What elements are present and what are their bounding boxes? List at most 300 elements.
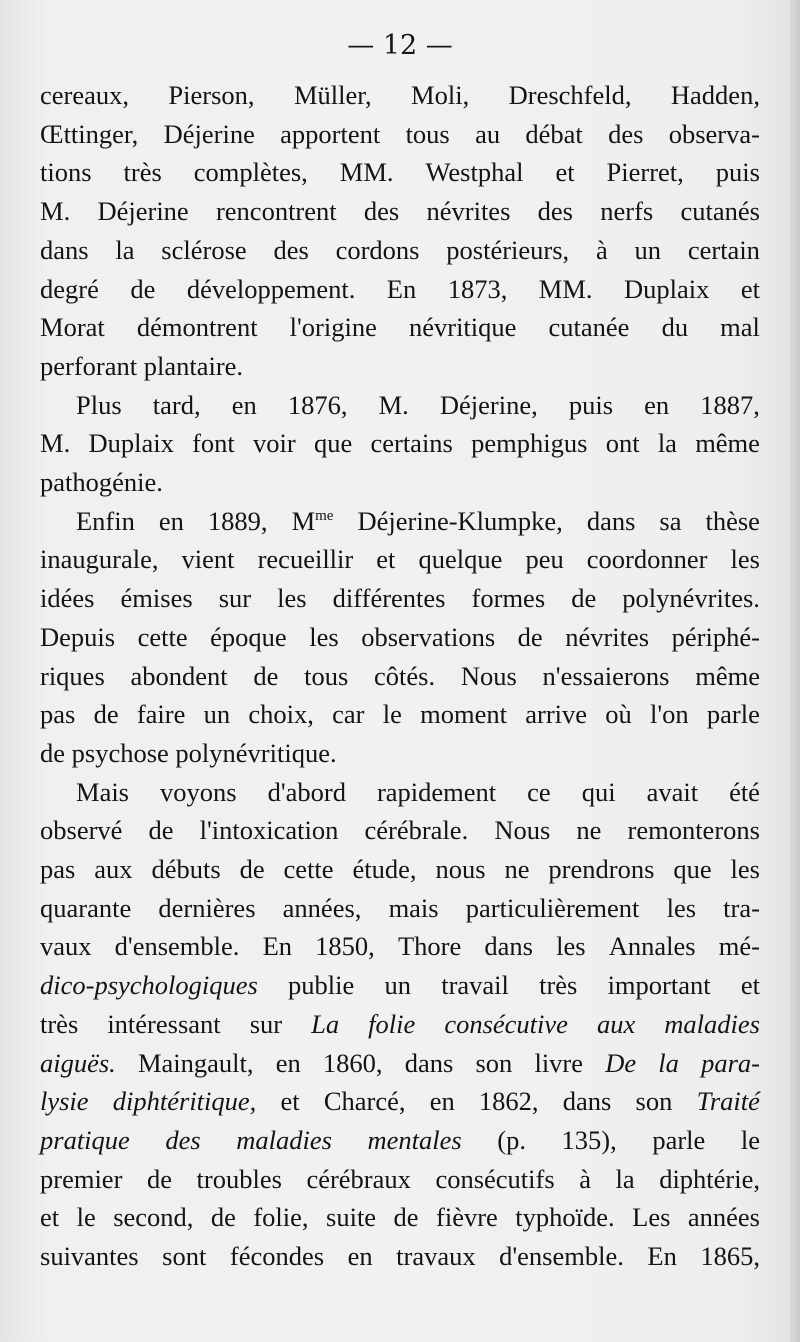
word-part: de	[393, 1202, 419, 1233]
word-part: différentes	[332, 583, 446, 614]
word	[340, 153, 394, 192]
word-part: sclérose	[161, 234, 247, 265]
word-part: En	[386, 273, 417, 304]
word-part: de	[148, 815, 174, 846]
word	[168, 76, 254, 115]
word	[681, 192, 760, 231]
word	[385, 966, 412, 1005]
word	[263, 927, 292, 966]
text-line	[40, 308, 760, 347]
superscript: me	[315, 507, 334, 524]
word	[672, 618, 760, 657]
word	[387, 270, 416, 309]
word	[76, 386, 122, 425]
word	[741, 270, 760, 309]
word-part: névritique	[408, 312, 517, 343]
word	[294, 76, 372, 115]
word-part: l'origine	[289, 312, 377, 343]
word	[364, 192, 399, 231]
word	[204, 695, 231, 734]
text-run: perforant plantaire.	[40, 350, 244, 381]
word	[353, 850, 417, 889]
word-part: Moli,	[411, 80, 470, 110]
word-part: vaux	[40, 931, 92, 962]
word	[324, 1082, 406, 1121]
word	[418, 540, 502, 579]
word-part: M.	[40, 428, 71, 459]
word	[587, 540, 708, 579]
word-part: été	[729, 776, 760, 807]
word	[137, 695, 186, 734]
word-part: et	[740, 273, 760, 304]
word-part: en	[429, 1086, 455, 1117]
word	[40, 1237, 139, 1276]
word-part: peu	[525, 544, 564, 575]
word-part: névrites	[565, 621, 650, 652]
word	[688, 1198, 760, 1237]
word	[731, 850, 760, 889]
word-part: de	[210, 1202, 236, 1233]
word-part: parle	[706, 699, 760, 730]
word	[647, 773, 699, 812]
word-part: folie	[368, 1008, 416, 1039]
word	[539, 270, 593, 309]
word-part: La	[311, 1008, 340, 1039]
word-part: certains	[370, 428, 453, 459]
word-part: car	[332, 699, 365, 730]
word	[435, 850, 485, 889]
word-part: Morat	[40, 312, 105, 343]
word	[194, 153, 308, 192]
word	[40, 231, 89, 270]
word	[605, 695, 632, 734]
word-part: Déjerine	[97, 196, 189, 227]
word-part: Nous	[494, 815, 551, 846]
word	[77, 1198, 96, 1237]
word-part: prendrons	[548, 854, 655, 884]
word	[695, 657, 760, 696]
text-line	[40, 1198, 760, 1237]
word	[569, 386, 613, 425]
word	[576, 811, 601, 850]
word-part: de	[93, 699, 119, 730]
word-part: la	[658, 1047, 679, 1078]
word	[436, 1198, 498, 1237]
word-part: folie,	[253, 1202, 309, 1233]
text-line	[40, 850, 760, 889]
word-part: Les	[632, 1202, 671, 1233]
word-part: dans	[40, 234, 89, 265]
word	[306, 1160, 410, 1199]
word-part: important	[607, 970, 711, 1001]
word	[706, 502, 760, 541]
word	[236, 1121, 332, 1160]
word-part: vient	[181, 544, 235, 575]
word-part: 1865,	[700, 1241, 760, 1271]
word-part: étude,	[352, 854, 417, 884]
word	[76, 773, 129, 812]
word	[248, 695, 314, 734]
text-line	[40, 347, 243, 386]
word	[273, 231, 308, 270]
word-part: les	[277, 583, 307, 614]
word-part: coordonner	[586, 544, 708, 575]
word	[187, 270, 356, 309]
word	[466, 889, 640, 928]
word-part: En	[262, 931, 292, 962]
word	[40, 1005, 78, 1044]
word-part: travaux	[396, 1241, 476, 1271]
word-part: Enfin	[76, 505, 135, 536]
word-part: sa	[659, 505, 682, 536]
word	[379, 386, 409, 425]
word	[361, 618, 495, 657]
word-part: formes	[471, 583, 546, 614]
word	[219, 579, 251, 618]
word-part: époque	[210, 621, 287, 652]
word	[499, 1237, 624, 1276]
word	[441, 966, 509, 1005]
word-part: aiguës.	[40, 1047, 116, 1078]
text-line	[40, 657, 760, 696]
word-part: périphé-	[671, 621, 760, 652]
word-part: des	[363, 196, 400, 227]
word	[562, 1121, 617, 1160]
word	[76, 502, 135, 541]
word-part: des	[165, 1124, 201, 1155]
word	[608, 115, 643, 154]
word	[596, 231, 608, 270]
word	[240, 850, 265, 889]
word-part: 1889,	[207, 505, 268, 536]
word	[121, 579, 193, 618]
word-part: recueillir	[257, 544, 354, 575]
word	[525, 540, 563, 579]
word-part: cette	[283, 854, 334, 884]
word-part: font	[192, 428, 235, 459]
word	[253, 424, 296, 463]
word	[472, 579, 546, 618]
text-run: de psychose polynévritique.	[40, 737, 337, 768]
word-part: observé	[40, 815, 123, 846]
word-part: que	[673, 854, 712, 884]
word-part: 1850,	[315, 931, 375, 962]
word-part: cutanée	[548, 312, 630, 343]
word	[40, 695, 75, 734]
word-part: émises	[120, 583, 193, 614]
word-part: complètes,	[193, 157, 308, 188]
word-part: cutanés	[680, 196, 760, 227]
word-part: pratique	[40, 1124, 130, 1155]
word	[113, 1198, 193, 1237]
word	[405, 1044, 454, 1083]
word	[323, 1044, 383, 1083]
word	[107, 1005, 220, 1044]
word	[628, 811, 760, 850]
word	[40, 618, 115, 657]
word	[632, 1198, 670, 1237]
word-part: remonterons	[627, 815, 760, 846]
text-line	[40, 76, 760, 115]
word-part: Duplaix	[88, 428, 174, 459]
word	[40, 811, 122, 850]
word-part: Dreschfeld,	[508, 80, 632, 110]
text-line	[40, 153, 760, 192]
word	[377, 773, 496, 812]
word-part: très	[40, 1008, 79, 1039]
word-part: le	[740, 1124, 760, 1155]
word-part: nerfs	[600, 196, 654, 227]
word	[695, 424, 760, 463]
word-part: dans	[404, 1047, 454, 1078]
word-part: quarante	[40, 892, 132, 923]
word-part: un	[384, 970, 411, 1001]
word	[430, 1082, 455, 1121]
word-part: sont	[162, 1241, 207, 1271]
word-part: à	[595, 234, 608, 265]
word	[389, 889, 439, 928]
word-part: Charcé,	[323, 1086, 406, 1117]
word-part: le	[76, 1202, 96, 1233]
word	[444, 1005, 568, 1044]
word-part: qui	[581, 776, 616, 807]
word	[426, 153, 524, 192]
word	[616, 1160, 635, 1199]
word	[277, 579, 306, 618]
word-part: même	[695, 428, 760, 459]
word	[288, 386, 348, 425]
word-part: cérébraux	[306, 1163, 411, 1194]
word	[40, 889, 131, 928]
word-part: mais	[388, 892, 439, 923]
word-part: 1860,	[322, 1047, 383, 1078]
word	[138, 1044, 254, 1083]
text-line	[76, 773, 760, 812]
word-part: publie	[288, 970, 355, 1001]
word	[138, 618, 188, 657]
word	[664, 1005, 760, 1044]
word	[211, 1198, 236, 1237]
word	[292, 502, 334, 541]
word	[40, 1160, 122, 1199]
word	[216, 192, 337, 231]
word	[97, 192, 188, 231]
word-part: du	[661, 312, 689, 343]
word	[276, 1044, 301, 1083]
word-part: Mais	[76, 776, 129, 807]
word-part: années	[687, 1202, 760, 1233]
word-part: Westphal	[425, 157, 524, 188]
word	[538, 192, 573, 231]
word	[723, 889, 760, 928]
page-number: — 12 —	[347, 30, 453, 61]
word	[40, 270, 99, 309]
word-part: des	[537, 196, 573, 227]
word	[582, 773, 616, 812]
word	[162, 1237, 206, 1276]
word-part: développement.	[186, 273, 356, 304]
word-part: côtés.	[374, 660, 436, 691]
word	[326, 1198, 376, 1237]
word-part: arrive	[525, 699, 588, 730]
word-part: De	[605, 1047, 637, 1078]
word-part: ont	[605, 428, 640, 459]
word-part: de	[253, 660, 279, 691]
word	[160, 773, 237, 812]
word-part: sur	[249, 1008, 283, 1039]
word	[719, 927, 760, 966]
word	[258, 540, 354, 579]
word	[40, 115, 138, 154]
word	[40, 1082, 89, 1121]
word-part: voyons	[160, 776, 237, 807]
word	[509, 76, 632, 115]
text-line	[40, 424, 760, 463]
word-part: maladies	[236, 1124, 332, 1155]
word-part: de	[146, 1163, 172, 1194]
word-part: observations	[361, 621, 496, 652]
text-line	[40, 966, 760, 1005]
word-part: Maingault,	[137, 1047, 254, 1078]
word-part: sur	[218, 583, 252, 614]
word-part: pas	[40, 854, 76, 884]
word-part: mentales	[367, 1124, 462, 1155]
word	[253, 657, 278, 696]
word	[40, 657, 105, 696]
word	[113, 1082, 257, 1121]
word-part: Duplaix	[624, 273, 710, 304]
word	[153, 386, 201, 425]
word-part: tard,	[152, 389, 201, 420]
word	[396, 1237, 475, 1276]
word	[644, 386, 669, 425]
word-part: suivantes	[40, 1241, 139, 1271]
word-part: Pierson,	[168, 80, 255, 110]
word	[461, 657, 517, 696]
word	[571, 579, 596, 618]
word-part: rencontrent	[215, 196, 337, 227]
word-part: les	[730, 544, 760, 575]
word	[368, 1005, 415, 1044]
word	[504, 850, 529, 889]
word	[208, 502, 268, 541]
word-part: Nous	[460, 660, 517, 691]
word	[435, 1160, 554, 1199]
word-part: tions	[40, 157, 92, 188]
word-part: dico-psychologiques	[40, 970, 258, 1001]
word	[427, 192, 511, 231]
word	[40, 927, 92, 966]
word	[716, 153, 760, 192]
word	[151, 850, 220, 889]
word-part: particulièrement	[465, 892, 640, 923]
word	[137, 308, 258, 347]
word	[479, 1082, 539, 1121]
word-part: très	[123, 157, 162, 188]
word	[556, 927, 585, 966]
word-part: parle	[652, 1124, 706, 1155]
word	[309, 618, 338, 657]
word-part: Œttinger,	[40, 118, 139, 149]
word	[607, 153, 684, 192]
word	[376, 540, 395, 579]
text-line	[76, 502, 760, 541]
word-part: 1876,	[287, 389, 348, 420]
text-line	[40, 1160, 760, 1199]
word-part: troubles	[196, 1163, 282, 1194]
text-line	[40, 927, 760, 966]
word-part: nous	[435, 854, 486, 884]
word	[597, 1005, 635, 1044]
word	[124, 153, 162, 192]
word	[707, 695, 760, 734]
word-part: et	[280, 1086, 300, 1117]
word-part: le	[382, 699, 402, 730]
word	[555, 153, 574, 192]
word	[40, 579, 94, 618]
word-part: des	[273, 234, 309, 265]
word-part: son	[475, 1047, 513, 1078]
word	[394, 1198, 419, 1237]
text-line	[40, 270, 760, 309]
word	[370, 424, 452, 463]
word	[608, 966, 711, 1005]
page-edge	[790, 0, 800, 1342]
word-part: observa-	[668, 118, 760, 149]
word	[658, 424, 677, 463]
word-part: d'abord	[267, 776, 346, 807]
word-part: la	[115, 234, 135, 265]
word	[622, 579, 760, 618]
word-part: en	[158, 505, 184, 536]
word	[543, 657, 670, 696]
text-line	[40, 1121, 760, 1160]
word	[40, 966, 258, 1005]
word-part: M.	[378, 389, 409, 420]
word	[333, 579, 446, 618]
word	[527, 773, 551, 812]
word	[411, 76, 469, 115]
word-part: pas	[40, 699, 76, 730]
word-part: apportent	[280, 118, 381, 149]
text-line	[76, 386, 760, 425]
text-run: pathogénie.	[40, 467, 163, 497]
word-part: M	[291, 505, 316, 536]
word-part: aux	[94, 854, 133, 884]
word-part: la	[615, 1163, 635, 1194]
word	[652, 1121, 705, 1160]
word-part: MM.	[339, 157, 394, 188]
word-part: dernières	[158, 892, 256, 923]
word	[729, 773, 760, 812]
word-part: et	[40, 1202, 60, 1233]
word	[440, 386, 538, 425]
word-part: mé-	[718, 931, 760, 962]
word-part: ce	[527, 776, 551, 807]
word-part: maladies	[664, 1008, 760, 1039]
word-part: rapidement	[376, 776, 497, 807]
word	[210, 618, 287, 657]
word	[40, 308, 105, 347]
word	[448, 270, 508, 309]
word-part: Plus	[76, 389, 122, 420]
word	[741, 966, 760, 1005]
word	[579, 1160, 591, 1199]
word	[304, 657, 348, 696]
word	[662, 308, 689, 347]
word	[250, 1005, 282, 1044]
word-part: faire	[136, 699, 186, 730]
